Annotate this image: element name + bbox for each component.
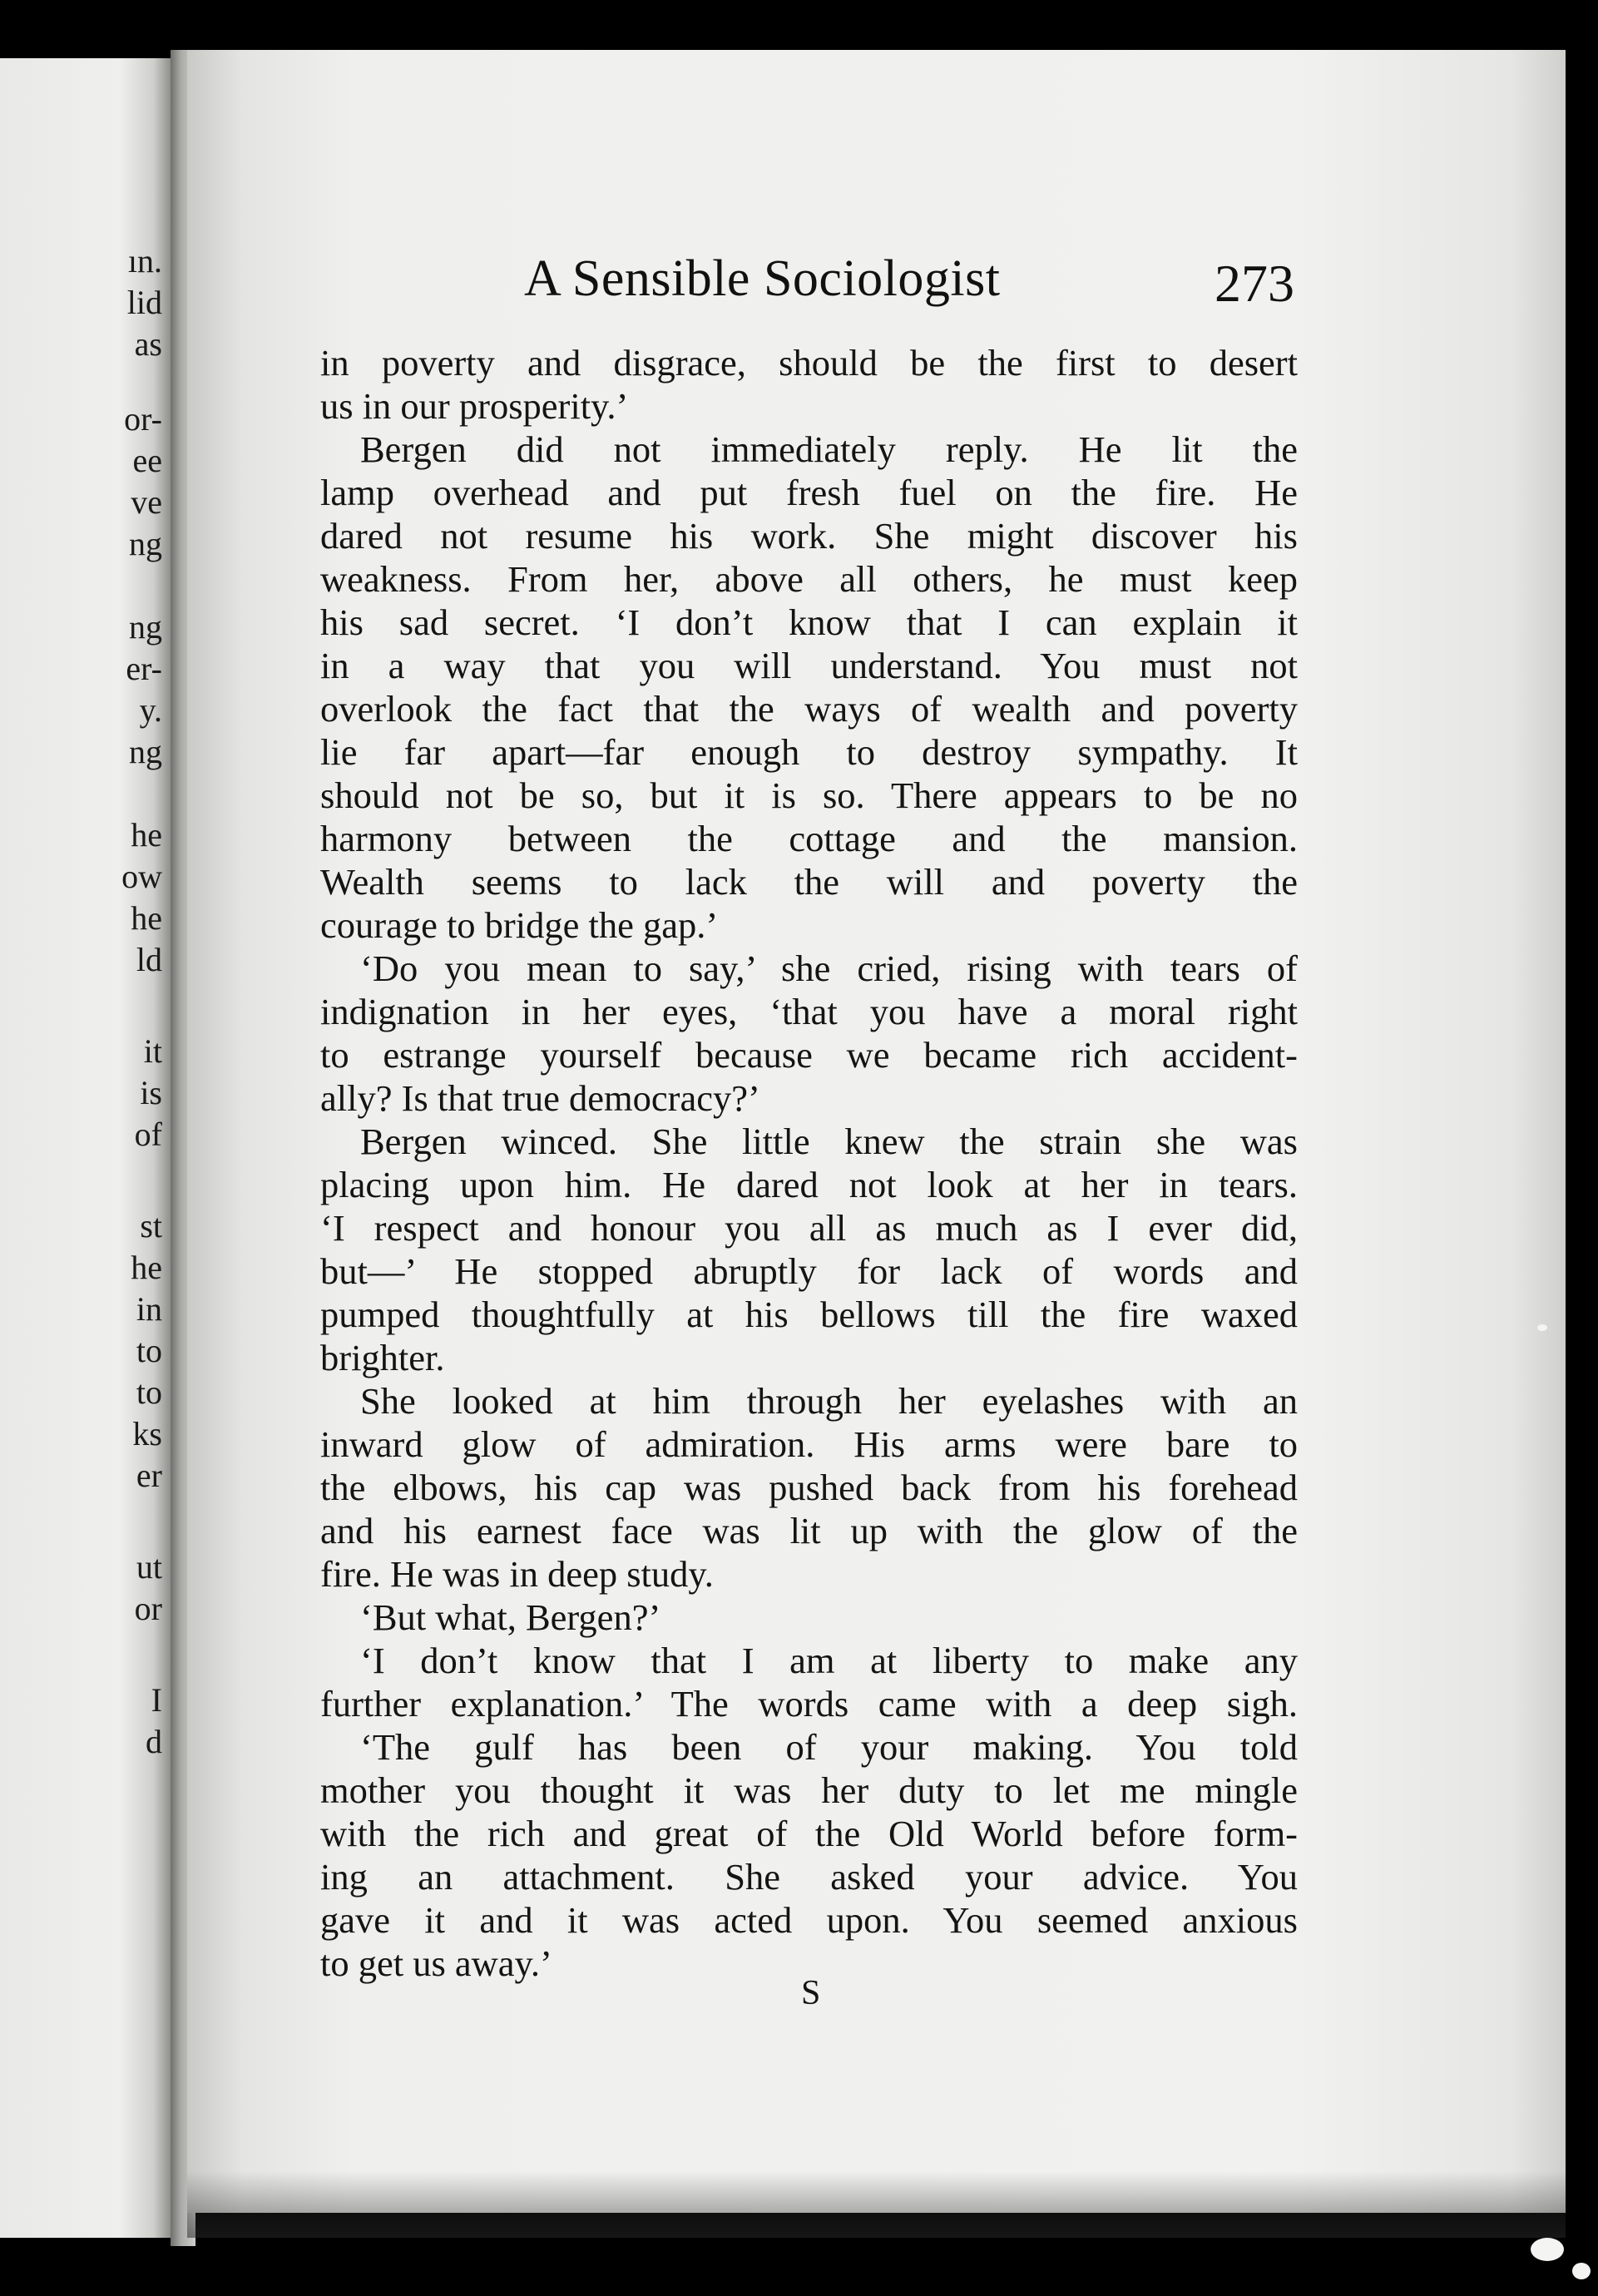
left-page-fragment: er- — [126, 650, 162, 687]
dust-speck — [1531, 2238, 1564, 2261]
text-line: in a way that you will understand. You must not — [320, 645, 1298, 686]
left-page-fragment: to — [136, 1332, 162, 1369]
text-line: to get us away.’ — [320, 1942, 552, 1984]
left-page-fragment: ut — [136, 1548, 162, 1586]
text-line: ing an attachment. She asked your advice. You — [320, 1856, 1298, 1898]
left-facing-page — [0, 58, 171, 2238]
text-line: ‘Do you mean to say,’ she cried, rising with tears of — [360, 948, 1298, 989]
text-line: ‘I don’t know that I am at liberty to make any — [360, 1640, 1298, 1681]
left-page-fragment: in — [136, 1290, 162, 1328]
left-page-fragment: I — [151, 1681, 162, 1719]
left-page-fragment: it — [143, 1032, 162, 1070]
text-line: mother you thought it was her duty to let me mingle — [320, 1769, 1298, 1811]
left-page-fragment: ow — [121, 858, 162, 895]
text-line: overlook the fact that the ways of wealth and poverty — [320, 688, 1298, 730]
left-page-fragment: ng — [129, 608, 162, 646]
text-line: Wealth seems to lack the will and poverty the — [320, 861, 1298, 903]
text-line: dared not resume his work. She might discover his — [320, 515, 1298, 557]
left-page-fragment: st — [140, 1207, 162, 1244]
running-title: A Sensible Sociologist — [524, 250, 1001, 307]
text-line: inward glow of admiration. His arms were bare to — [320, 1423, 1298, 1465]
text-line: weakness. From her, above all others, he must keep — [320, 558, 1298, 600]
left-page-text-fragments — [0, 58, 171, 2238]
text-line: should not be so, but it is so. There appears to be no — [320, 774, 1298, 816]
text-line: ‘But what, Bergen?’ — [360, 1596, 661, 1638]
left-page-fragment: lid — [126, 284, 162, 321]
left-page-fragment: ld — [136, 941, 162, 978]
text-line: and his earnest face was lit up with the glow of the — [320, 1510, 1298, 1551]
text-line: the elbows, his cap was pushed back from his forehead — [320, 1467, 1298, 1508]
text-line: ‘The gulf has been of your making. You told — [360, 1726, 1298, 1768]
dust-speck — [1572, 2263, 1591, 2279]
text-line: fire. He was in deep study. — [320, 1553, 714, 1595]
text-line: harmony between the cottage and the mansion. — [320, 818, 1298, 859]
text-line: further explanation.’ The words came with a deep sigh. — [320, 1683, 1298, 1724]
running-head — [187, 241, 1566, 324]
text-line: lie far apart—far enough to destroy sympathy. It — [320, 731, 1298, 773]
text-line: pumped thoughtfully at his bellows till the fire waxed — [320, 1294, 1298, 1335]
text-line: with the rich and great of the Old World before form- — [320, 1813, 1298, 1854]
page-number: 273 — [1215, 254, 1294, 313]
left-page-fragment: he — [131, 1249, 162, 1286]
text-line: in poverty and disgrace, should be the first to desert — [320, 342, 1298, 383]
left-page-fragment: d — [146, 1723, 162, 1760]
left-page-fragment: ng — [129, 733, 162, 770]
text-line: Bergen did not immediately reply. He lit the — [360, 428, 1298, 470]
text-line: She looked at him through her eyelashes with an — [360, 1380, 1298, 1422]
left-page-fragment: or- — [124, 400, 162, 438]
left-page-fragment: ee — [132, 442, 162, 479]
left-page-fragment: of — [134, 1116, 162, 1153]
text-line: ally? Is that true democracy?’ — [320, 1077, 760, 1119]
left-page-fragment: he — [131, 899, 162, 937]
dust-speck — [1537, 1324, 1547, 1331]
text-line: but—’ He stopped abruptly for lack of words and — [320, 1250, 1298, 1292]
left-page-fragment: is — [140, 1074, 162, 1111]
left-page-fragment: er — [136, 1457, 162, 1494]
text-line: Bergen winced. She little knew the strain she was — [360, 1121, 1298, 1162]
text-line: us in our prosperity.’ — [320, 385, 629, 427]
left-page-fragment: ks — [132, 1415, 162, 1452]
book-page — [187, 50, 1566, 2213]
text-line: indignation in her eyes, ‘that you have a moral right — [320, 991, 1298, 1032]
left-page-fragment: to — [136, 1373, 162, 1411]
left-page-fragment: or — [134, 1590, 162, 1627]
text-line: placing upon him. He dared not look at her in tears. — [320, 1164, 1298, 1205]
text-line: lamp overhead and put fresh fuel on the fire. He — [320, 472, 1298, 513]
left-page-fragment: as — [134, 325, 162, 363]
text-line: gave it and it was acted upon. You seemed anxious — [320, 1899, 1298, 1941]
text-line: to estrange yourself because we became rich accident- — [320, 1034, 1298, 1076]
text-line: ‘I respect and honour you all as much as I ever did, — [320, 1207, 1298, 1249]
left-page-fragment: y. — [139, 691, 162, 729]
left-page-fragment: he — [131, 816, 162, 854]
left-page-fragment: ng — [129, 525, 162, 562]
left-page-fragment: ve — [131, 483, 162, 521]
text-line: his sad secret. ‘I don’t know that I can explain it — [320, 601, 1298, 643]
text-line: courage to bridge the gap.’ — [320, 904, 719, 946]
left-page-fragment: ın. — [127, 242, 162, 280]
signature-mark: S — [801, 1974, 821, 2012]
page-bottom-shadow — [187, 2171, 1566, 2238]
body-text — [320, 341, 1298, 1985]
text-line: brighter. — [320, 1337, 445, 1378]
